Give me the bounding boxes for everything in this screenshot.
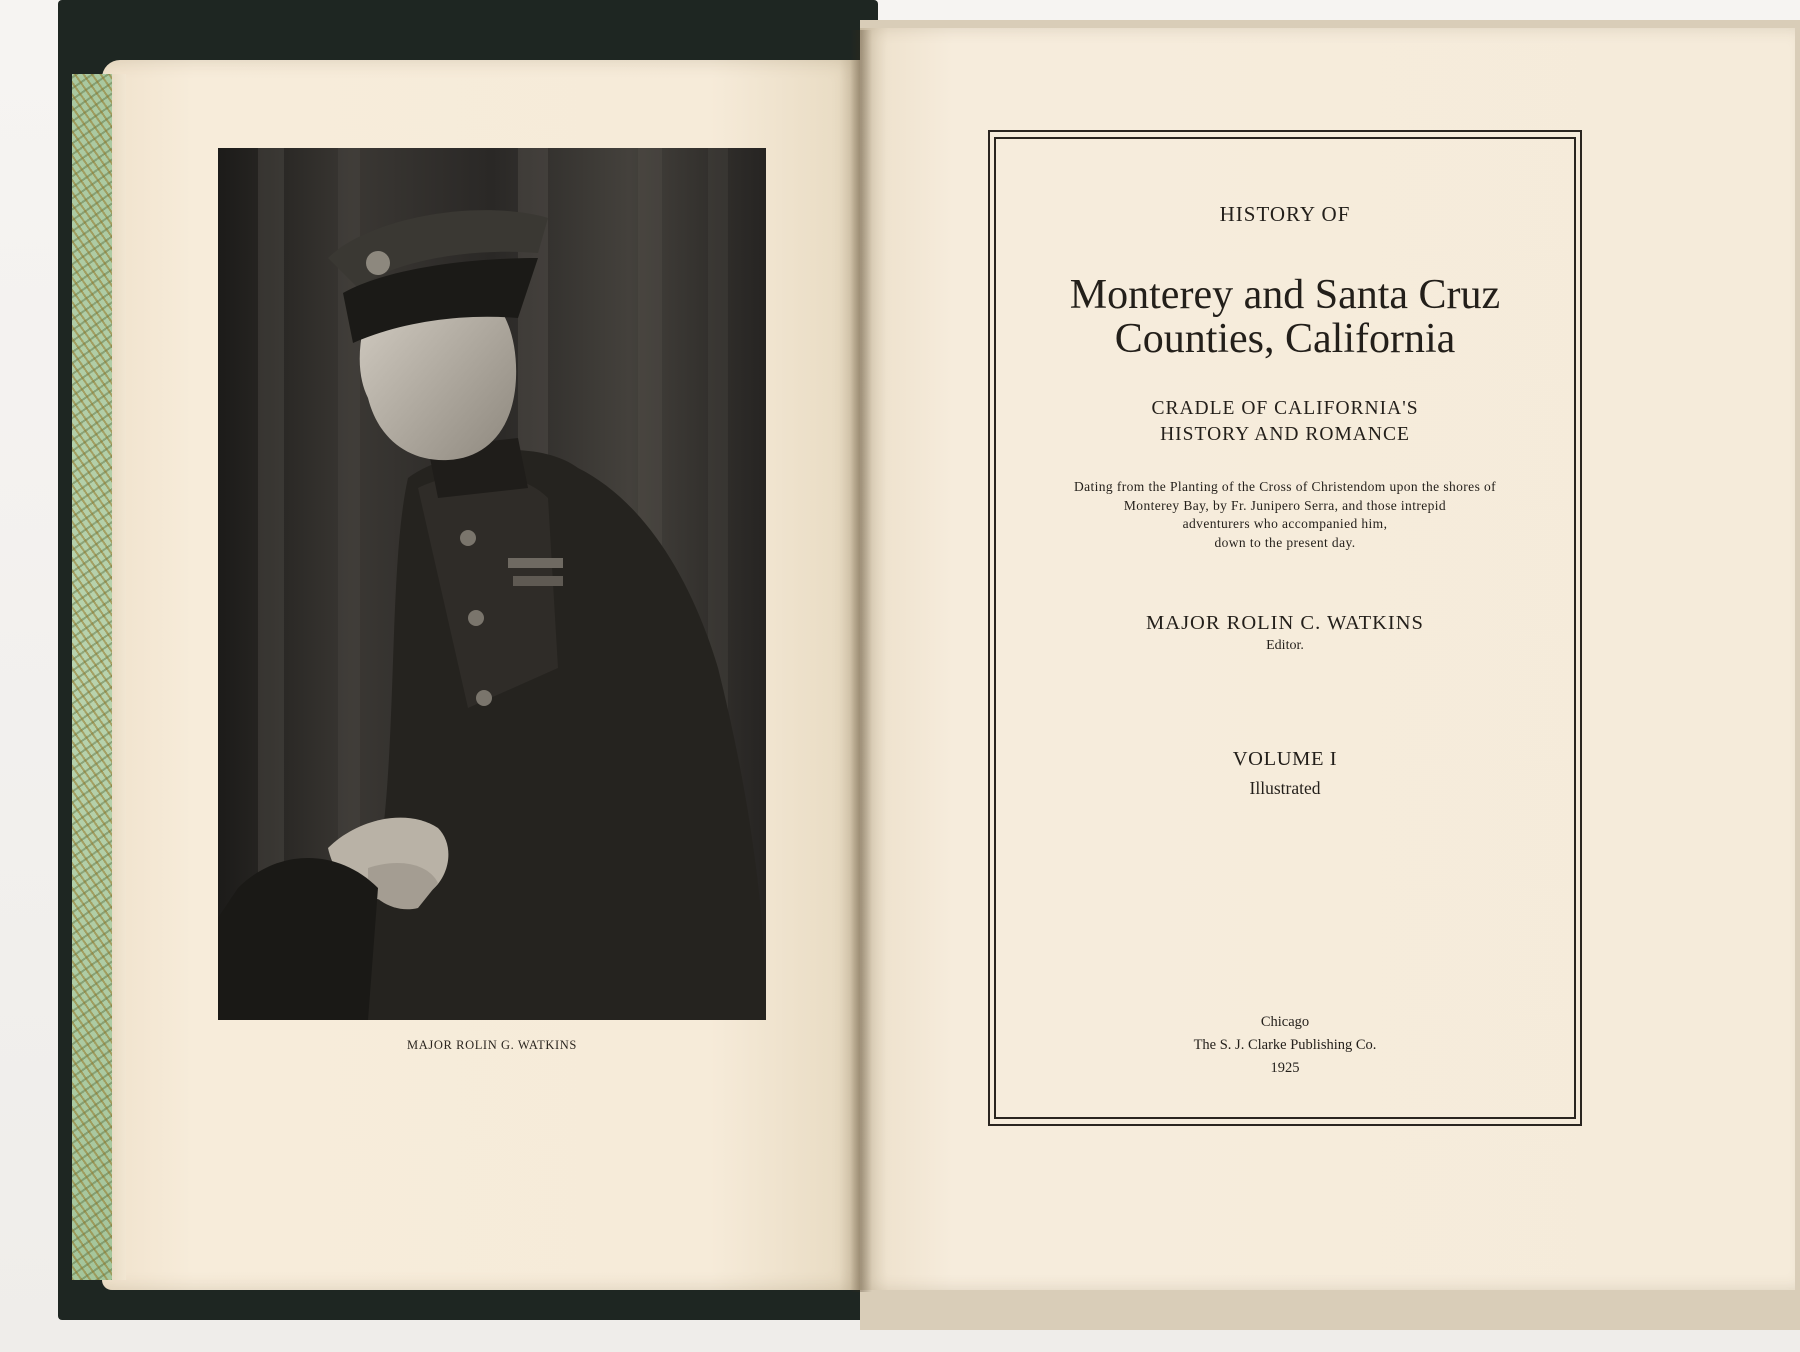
book-gutter — [850, 30, 872, 1292]
title-heading: HISTORY OF — [1219, 202, 1351, 226]
subtitle-line-2: HISTORY AND ROMANCE — [1160, 424, 1410, 445]
publisher-name: The S. J. Clarke Publishing Co. — [1193, 1037, 1377, 1053]
description-line: down to the present day. — [1214, 534, 1356, 550]
frontispiece-caption: MAJOR ROLIN G. WATKINS — [407, 1038, 577, 1052]
book-title-line-1: Monterey and Santa Cruz — [1069, 272, 1501, 318]
endpaper-edge — [112, 74, 126, 1280]
description-line: Monterey Bay, by Fr. Junipero Serra, and those intrepid — [1123, 497, 1447, 513]
description-line: Dating from the Planting of the Cross of Christendom upon the shores of — [1073, 479, 1497, 494]
portrait-photograph-icon — [218, 148, 766, 1020]
description-block — [994, 478, 1576, 552]
book-title-line-2: Counties, California — [1114, 316, 1456, 362]
illustrated-label: Illustrated — [1249, 778, 1321, 798]
marbled-endpaper — [72, 74, 114, 1280]
subtitle-line-1: CRADLE OF CALIFORNIA'S — [1151, 398, 1419, 419]
author-name: MAJOR ROLIN C. WATKINS — [1146, 612, 1424, 634]
publisher-city: Chicago — [1260, 1014, 1310, 1030]
author-role: Editor. — [1266, 638, 1304, 653]
publication-year: 1925 — [1270, 1060, 1300, 1076]
description-line: adventurers who accompanied him, — [1182, 516, 1388, 531]
volume-number: VOLUME I — [1232, 748, 1338, 770]
